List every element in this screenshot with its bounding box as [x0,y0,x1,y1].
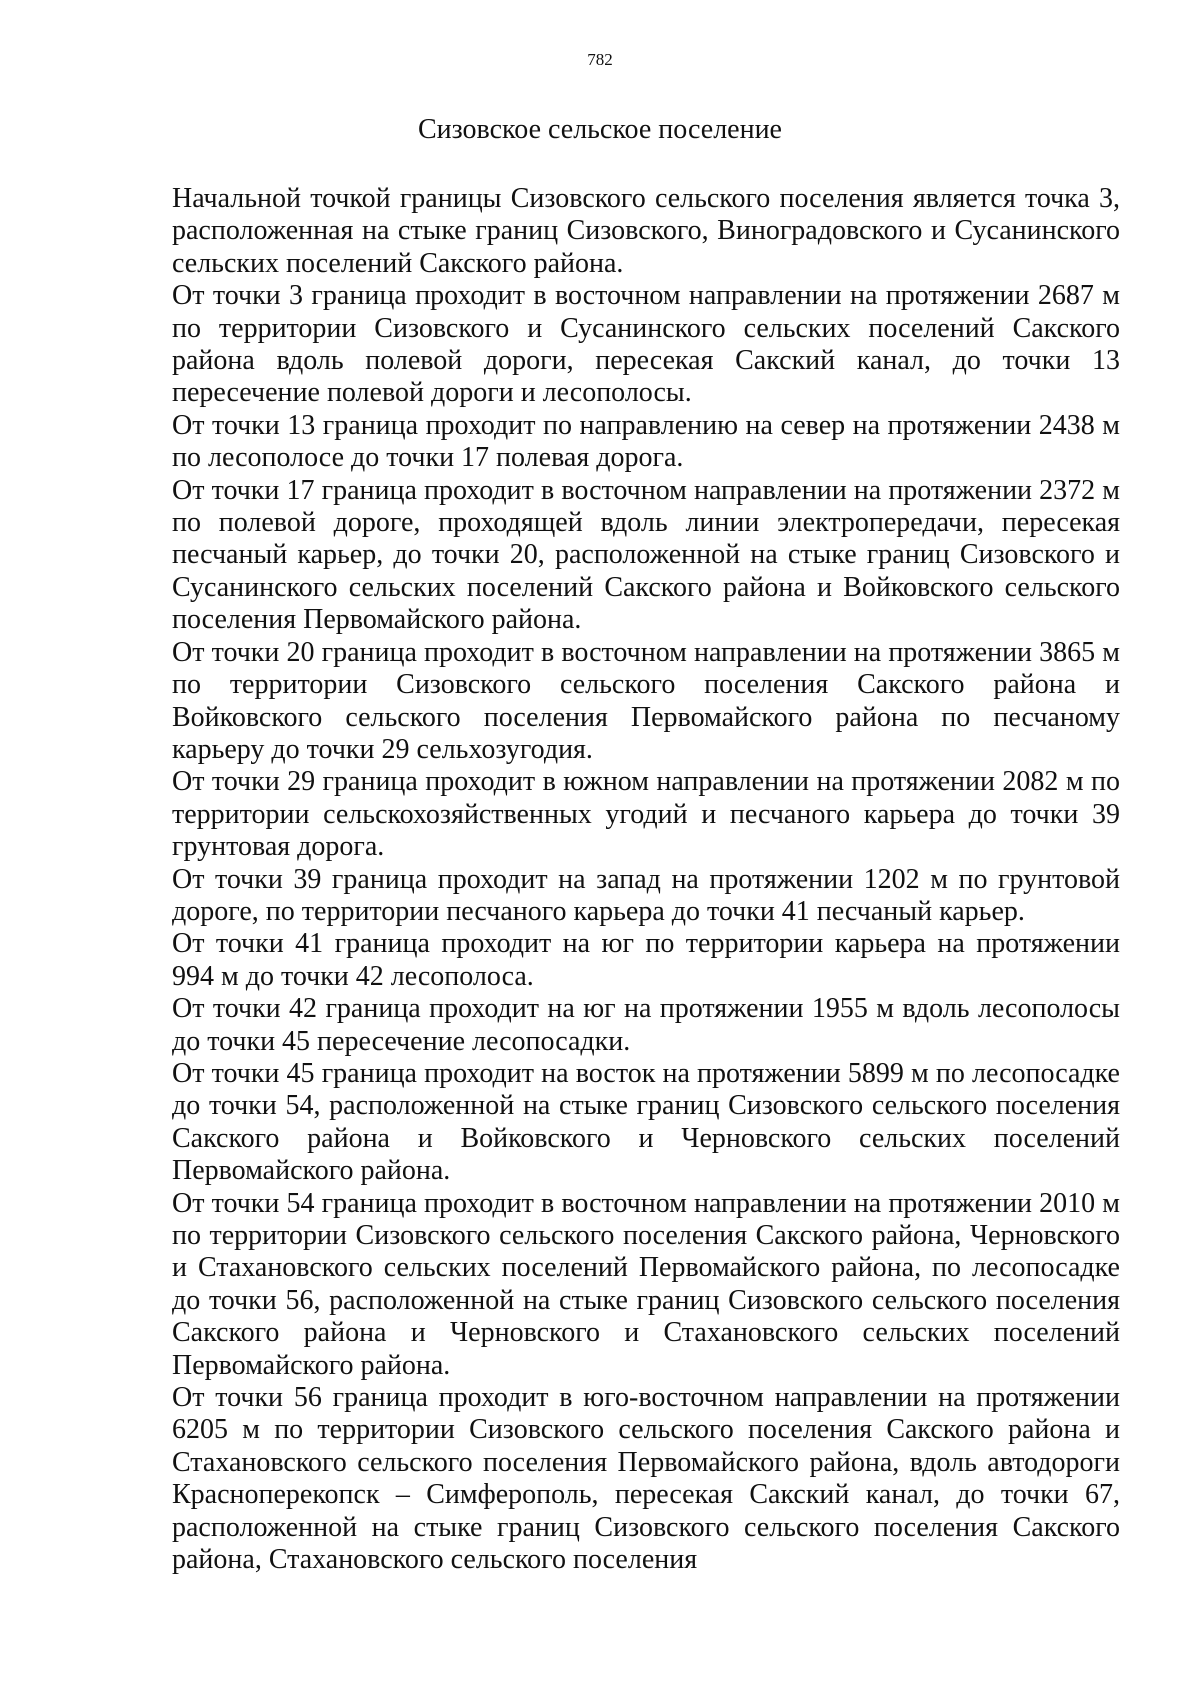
page-title: Сизовское сельское поселение [418,114,782,145]
paragraph-point-56: От точки 56 граница проходит в юго-восточном направлении на протяжении 6205 м по территории Сизовского сельского поселения Сакского района и Стахановского сельского поселения Первомайского района, вдоль автодороги Красноперекопск – Симферополь, пересекая Сакский канал, до точки 67, расположенной на стыке границ Сизовского сельского поселения Сакского района, Стахановского сельского поселения [172,1382,1120,1576]
paragraph-start-point: Начальной точкой границы Сизовского сельского поселения является точка 3, расположенная на стыке границ Сизовского, Виноградовского и Сусанинского сельских поселений Сакского района. [172,183,1120,279]
paragraph-point-39: От точки 39 граница проходит на запад на протяжении 1202 м по грунтовой дороге, по территории песчаного карьера до точки 41 песчаный карьер. [172,863,1120,927]
paragraph-point-13: От точки 13 граница проходит по направлению на север на протяжении 2438 м по лесополосе до точки 17 полевая дорога. [172,409,1120,474]
document-body [172,183,1120,1576]
paragraph-point-41: От точки 41 граница проходит на юг по территории карьера на протяжении 994 м до точки 42 лесополоса. [172,928,1120,992]
page-number: 782 [587,50,613,69]
paragraph-point-45: От точки 45 граница проходит на восток на протяжении 5899 м по лесопосадке до точки 54, расположенной на стыке границ Сизовского сельского поселения Сакского района и Войковского и Черновского сельских поселений Первомайского района. [172,1057,1120,1187]
paragraph-point-54: От точки 54 граница проходит в восточном направлении на протяжении 2010 м по территории Сизовского сельского поселения Сакского района, Черновского и Стахановского сельских поселений Первомайского района, по лесопосадке до точки 56, расположенной на стыке границ Сизовского сельского поселения Сакского района и Черновского и Стахановского сельских поселений Первомайского района. [172,1187,1120,1381]
paragraph-point-3: От точки 3 граница проходит в восточном направлении на протяжении 2687 м по территории Сизовского и Сусанинского сельских поселений Сакского района вдоль полевой дороги, пересекая Сакский канал, до точки 13 пересечение полевой дороги и лесополосы. [172,280,1120,409]
paragraph-point-17: От точки 17 граница проходит в восточном направлении на протяжении 2372 м по полевой дороге, проходящей вдоль линии электропередачи, пересекая песчаный карьер, до точки 20, расположенной на стыке границ Сизовского и Сусанинского сельских поселений Сакского района и Войковского сельского поселения Первомайского района. [172,474,1120,636]
paragraph-point-42: От точки 42 граница проходит на юг на протяжении 1955 м вдоль лесополосы до точки 45 пересечение лесопосадки. [172,993,1120,1057]
paragraph-point-20: От точки 20 граница проходит в восточном направлении на протяжении 3865 м по территории Сизовского сельского поселения Сакского района и Войковского сельского поселения Первомайского района по песчаному карьеру до точки 29 сельхозугодия. [172,636,1120,765]
paragraph-point-29: От точки 29 граница проходит в южном направлении на протяжении 2082 м по территории сельскохозяйственных угодий и песчаного карьера до точки 39 грунтовая дорога. [172,766,1120,863]
